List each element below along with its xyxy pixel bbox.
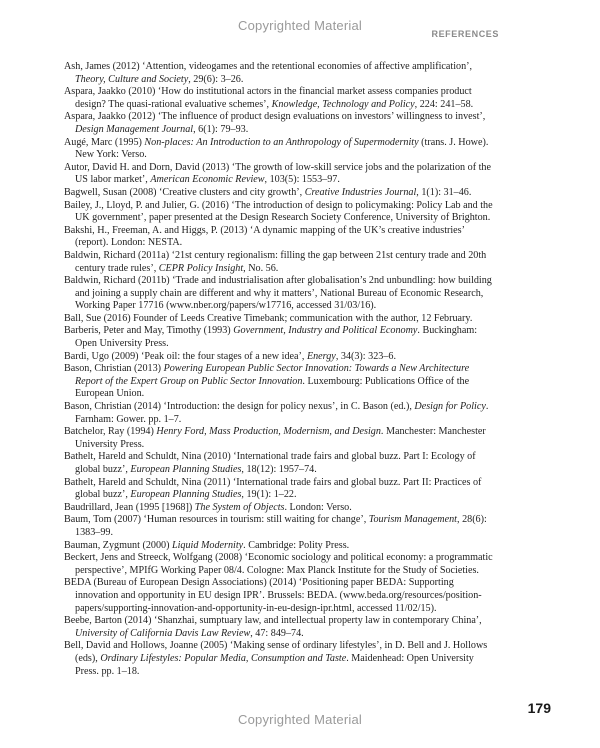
reference-entry: Ball, Sue (2016) Founder of Leeds Creative Timebank; communication with the author, 12 February. [64, 312, 473, 324]
reference-entry: Baum, Tom (2007) ‘Human resources in tourism: still waiting for change’, Tourism Management, 28(6): 1383–99. [64, 514, 487, 538]
reference-entry: Baudrillard, Jean (1995 [1968]) The System of Objects. London: Verso. [64, 501, 352, 513]
reference-entry: Bailey, J., Lloyd, P. and Julier, G. (2016) ‘The introduction of design to policymaking: Policy Lab and the UK government’, paper presented at the Design Research Society Conference, University of Brighton. [64, 199, 493, 224]
reference-entry: Ash, James (2012) ‘Attention, videogames and the retentional economies of affective amplification’, Theory, Culture and Society, 29(6): 3–26. [64, 61, 473, 85]
reference-entry: Bason, Christian (2013) Powering European Public Sector Innovation: Towards a New Architecture Report of the Expert Group on Public Sector Innovation. Luxembourg: Publications Office of the European Union. [64, 363, 470, 400]
reference-entry: Beebe, Barton (2014) ‘Shanzhai, sumptuary law, and intellectual property law in contemporary China’, University of California Davis Law Review, 47: 849–74. [64, 615, 482, 639]
reference-entry: Augé, Marc (1995) Non-places: An Introduction to an Anthropology of Supermodernity (trans. J. Howe). New York: Verso. [64, 136, 489, 161]
reference-list [64, 61, 499, 678]
reference-entry: Batchelor, Ray (1994) Henry Ford, Mass Production, Modernism, and Design. Manchester: Manchester University Press. [64, 426, 486, 450]
copyright-watermark-bottom: Copyrighted Material [238, 712, 362, 727]
running-head: REFERENCES [431, 29, 499, 39]
reference-entry: Barberis, Peter and May, Timothy (1993) Government, Industry and Political Economy. Buckingham: Open University Press. [64, 325, 478, 350]
reference-entry: Bauman, Zygmunt (2000) Liquid Modernity. Cambridge: Polity Press. [64, 539, 350, 551]
reference-entry: Baldwin, Richard (2011b) ‘Trade and industrialisation after globalisation’s 2nd unbundling: how building and joining a supply chain are different and why it matters’, National Bureau of Economic Research, Working Paper 17716 (www.nber.org/papers/w17716, accessed 31/03/16). [64, 275, 492, 312]
reference-entry: Baldwin, Richard (2011a) ‘21st century regionalism: filling the gap between 21st century trade and 20th century trade rules’, CEPR Policy Insight, No. 56. [64, 249, 487, 274]
reference-entry: Bardi, Ugo (2009) ‘Peak oil: the four stages of a new idea’, Energy, 34(3): 323–6. [64, 350, 396, 362]
reference-entry: BEDA (Bureau of European Design Associations) (2014) ‘Positioning paper BEDA: Supporting innovation and opportunity in EU design IPR’. Brussels: BEDA. (www.beda.org/resources/position-papers/supporting-innovation-and-opportunity-in-eu-design-ipr.html, accessed 11/02/15). [64, 577, 482, 614]
reference-entry: Bakshi, H., Freeman, A. and Higgs, P. (2013) ‘A dynamic mapping of the UK’s creative industries’ (report). London: NESTA. [64, 224, 465, 249]
reference-entry: Bathelt, Hareld and Schuldt, Nina (2010) ‘International trade fairs and global buzz. Part I: Ecology of global buzz’, European Planning Studies, 18(12): 1957–74. [64, 451, 476, 475]
page-number: 179 [527, 700, 551, 716]
reference-entry: Bathelt, Hareld and Schuldt, Nina (2011) ‘International trade fairs and global buzz. Part II: Practices of global buzz’, European Planning Studies, 19(1): 1–22. [64, 476, 482, 501]
reference-entry: Bagwell, Susan (2008) ‘Creative clusters and city growth’, Creative Industries Journal, 1(1): 31–46. [64, 186, 472, 198]
reference-entry: Bason, Christian (2014) ‘Introduction: the design for policy nexus’, in C. Bason (ed.), Design for Policy. Farnham: Gower. pp. 1–7. [64, 401, 489, 425]
reference-entry: Bell, David and Hollows, Joanne (2005) ‘Making sense of ordinary lifestyles’, in D. Bell and J. Hollows (eds), Ordinary Lifestyles: Popular Media, Consumption and Taste. Maidenhead: Open University Press. pp. 1–18. [64, 640, 488, 677]
reference-entry: Beckert, Jens and Streeck, Wolfgang (2008) ‘Economic sociology and political economy: a programmatic perspective’, MPIfG Working Paper 08/4. Cologne: Max Planck Institute for the Study of Societies. [64, 552, 493, 576]
copyright-watermark-top: Copyrighted Material [238, 18, 362, 33]
reference-entry: Autor, David H. and Dorn, David (2013) ‘The growth of low-skill service jobs and the polarization of the US labor market’, American Economic Review, 103(5): 1553–97. [64, 161, 491, 186]
reference-entry: Aspara, Jaakko (2010) ‘How do institutional actors in the financial market assess companies product design? The quasi-rational evaluative schemes’, Knowledge, Technology and Policy, 224: 241–58. [64, 86, 474, 110]
reference-entry: Aspara, Jaakko (2012) ‘The influence of product design evaluations on investors’ willingness to invest’, Design Management Journal, 6(1): 79–93. [64, 111, 486, 135]
